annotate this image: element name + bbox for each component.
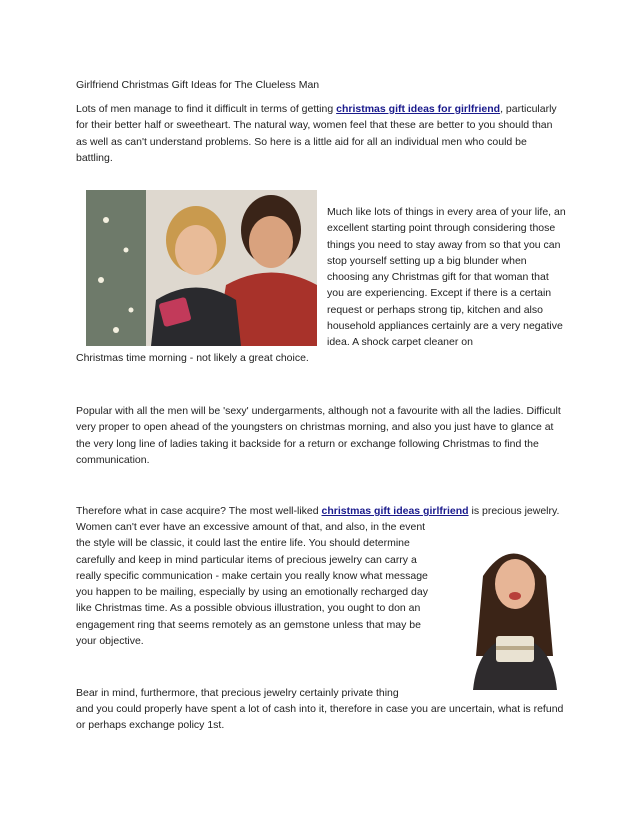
jewelry-text-end: is precious jewelry.: [468, 505, 560, 517]
intro-text-start: Lots of men manage to find it difficult in terms of getting: [76, 103, 337, 115]
paragraph-avoid-end: Christmas time morning - not likely a great choice.: [76, 352, 309, 364]
paragraph-private: and you could properly have spent a lot of cash into it, therefore in case you are uncertain, what is refund or perhaps exchange policy 1st.: [76, 703, 564, 732]
jewelry-text-start: Therefore what in case acquire? The most well-liked: [76, 505, 322, 517]
couple-christmas-photo: [86, 190, 317, 346]
intro-text-end: , particularly for their better half or sweetheart. The natural way, women feel that these are better to you should than as well as can't understand problems. So here is a little aid for all an individual men who could be battling.: [76, 103, 557, 164]
gift-ideas-link[interactable]: christmas gift ideas for girlfriend: [336, 103, 501, 115]
paragraph-intro: [76, 101, 566, 166]
gift-ideas-girlfriend-link[interactable]: christmas gift ideas girlfriend: [321, 505, 469, 517]
paragraph-jewelry-lead: [76, 503, 566, 519]
paragraph-private-lead: Bear in mind, furthermore, that precious jewelry certainly private thing: [76, 687, 399, 699]
woman-gift-photo: [458, 536, 572, 690]
couple-illustration: [86, 190, 317, 346]
document-title: Girlfriend Christmas Gift Ideas for The Clueless Man: [76, 79, 320, 91]
paragraph-jewelry: Women can't ever have an excessive amount of that, and also, in the event the style will be classic, it could last the entire life. You should determine carefully and keep in mind particular items of precious jewelry can carry a really specific communication - make certain you really know what message you happen to be mailing, especially by using an emotionally recharged day like Christmas time. As a possible obvious illustration, you ought to don an engagement ring that seems remotely as an gemstone unless that may be your objective.: [76, 521, 428, 648]
paragraph-avoid: Much like lots of things in every area of your life, an excellent starting point through considering those things you need to stay away from so that you can stop yourself setting up a big blunder when choosing any Christmas gift for that woman that you are experiencing. Except if there is a certain request or perhaps strong tip, kitchen and also household appliances certainly are a very negative idea. A shock carpet cleaner on: [327, 206, 566, 349]
paragraph-undergarments: Popular with all the men will be 'sexy' undergarments, although not a favourite with all the ladies. Difficult very proper to open ahead of the youngsters on christmas morning, and also you just have to glance at the very long line of ladies taking it backside for a return or exchange following Christmas to find the communication.: [76, 405, 561, 466]
woman-illustration: [458, 536, 572, 690]
